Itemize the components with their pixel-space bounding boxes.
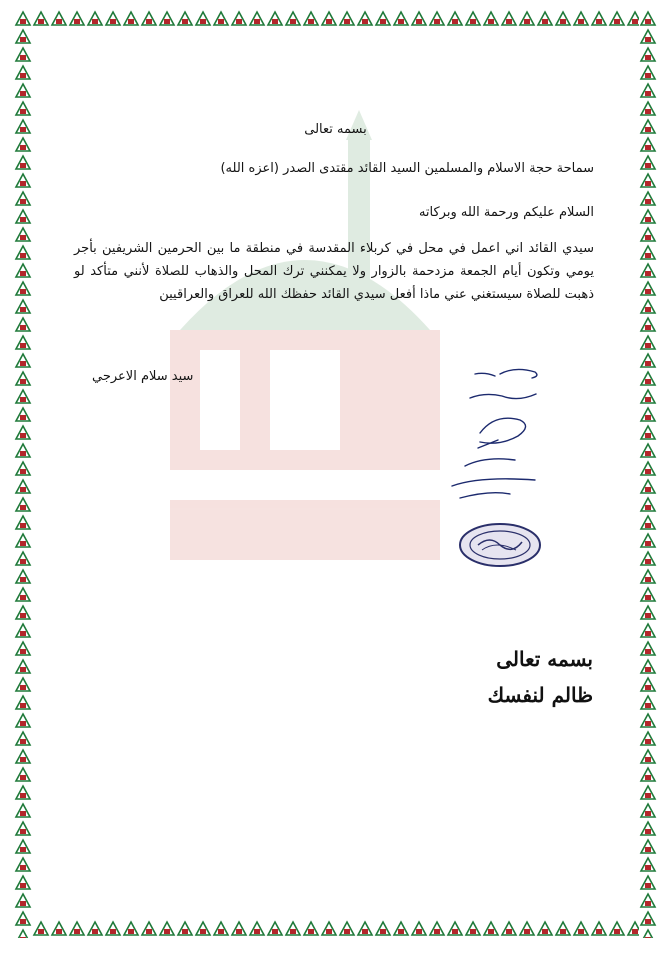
decorative-border-left: [14, 10, 32, 938]
official-seal-stamp: [456, 520, 544, 570]
decorative-border-top: [14, 10, 657, 28]
reply-verdict: ظالم لنفسك: [487, 683, 593, 707]
letter-basmala: بسمه تعالى: [304, 122, 367, 137]
handwritten-signature: [440, 358, 550, 508]
reply-basmala: بسمه تعالى: [496, 647, 593, 671]
letter-body: سيدي القائد اني اعمل في محل في كربلاء المقدسة في منطقة ما بين الحرمين الشريفين بأجر يومي وتكون أيام الجمعة مزدحمة بالزوار ولا يمكنني ترك المحل والذهاب للصلاة لأنني متأكد لو ذهبت للصلاة سيستغني عني ماذا أفعل سيدي القائد حفظك الله للعراق والعراقيين: [74, 241, 594, 302]
letter-greeting: السلام عليكم ورحمة الله وبركاته: [418, 205, 594, 220]
letter-sender: سيد سلام الاعرجي: [92, 369, 194, 384]
decorative-border-bottom: [14, 920, 657, 938]
decorative-border-right: [639, 10, 657, 938]
letter-addressee: سماحة حجة الاسلام والمسلمين السيد القائد مقتدى الصدر (اعزه الله): [220, 161, 594, 176]
